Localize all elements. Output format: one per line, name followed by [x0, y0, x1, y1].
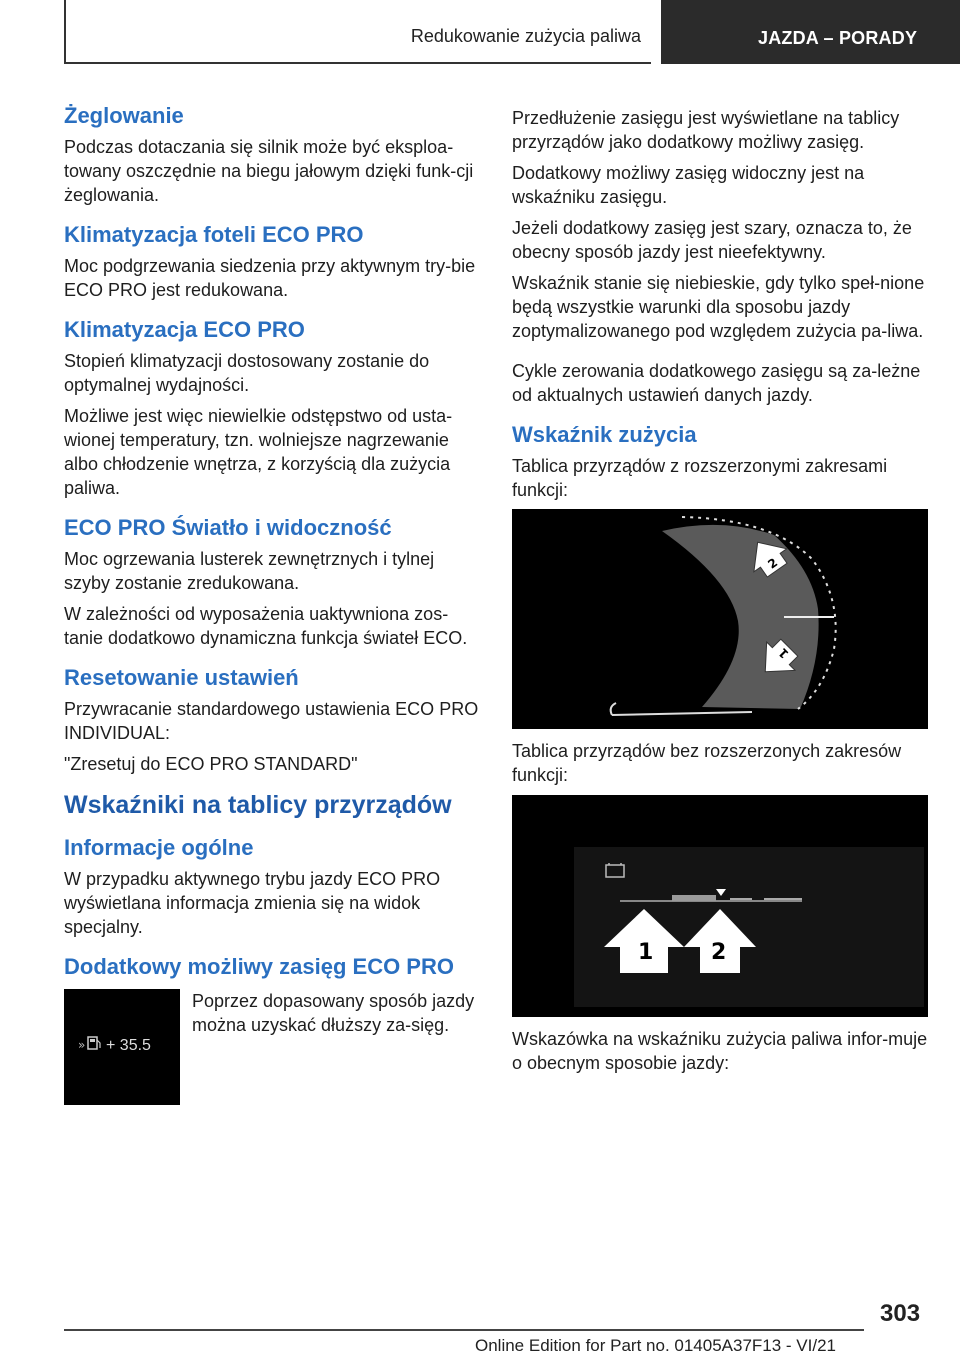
eco-range-row: [64, 989, 480, 1105]
footer-rule: [64, 1329, 864, 1331]
paragraph-right-3: Jeżeli dodatkowy zasięg jest szary, oznacza to, że obecny sposób jazdy jest nieefektywny.: [512, 218, 912, 262]
bar-arrow-label-2: 2: [711, 940, 727, 965]
paragraph-klimatyzacja-2: Możliwe jest więc niewielkie odstępstwo od usta-wionej temperatury, tzn. wolniejsze nagrzewanie albo chłodzenie wnętrza, z korzyścią dla zużycia paliwa.: [64, 406, 453, 498]
paragraph-zeglowanie: Podczas dotaczania się silnik może być eksploa-towany oszczędnie na biegu jałowym dzięki funk-cji żeglowania.: [64, 137, 474, 205]
paragraph-swiatlo-2: W zależności od wyposażenia uaktywniona zos-tanie dodatkowo dynamiczna funkcja świateł ECO.: [64, 604, 468, 648]
right-column: [512, 96, 928, 1082]
paragraph-right-4: Wskaźnik stanie się niebieskie, gdy tylko speł-nione będą wszystkie warunki dla sposobu jazdy zoptymalizowanego pod względem zużycia pa-liwa.: [512, 273, 925, 341]
paragraph-right-5: Cykle zerowania dodatkowego zasięgu są za-leżne od aktualnych ustawień danych jazdy.: [512, 361, 921, 405]
paragraph-informacje: W przypadku aktywnego trybu jazdy ECO PRO wyświetlana informacja zmienia się na widok specjalny.: [64, 869, 441, 937]
paragraph-dodatkowy: Poprzez dopasowany sposób jazdy można uzyskać dłuższy za-sięg.: [192, 991, 475, 1035]
header-bottom-rule: [64, 62, 651, 64]
bar-arrow-label-1: 1: [638, 940, 654, 965]
svg-text:»: »: [78, 1038, 86, 1052]
paragraph-right-7: Tablica przyrządów bez rozszerzonych zakresów funkcji:: [512, 741, 902, 785]
bar-gauge-image: [512, 795, 928, 1017]
heading-informacje-ogolne: Informacje ogólne: [64, 835, 254, 860]
header-rule: [64, 0, 66, 62]
heading-resetowanie: Resetowanie ustawień: [64, 665, 299, 690]
paragraph-right-1: Przedłużenie zasięgu jest wyświetlane na tablicy przyrządów jako dodatkowy możliwy zasięg.: [512, 108, 900, 152]
paragraph-reset-1: Przywracanie standardowego ustawienia ECO PRO INDIVIDUAL:: [64, 699, 479, 743]
paragraph-klimatyzacja-foteli: Moc podgrzewania siedzenia przy aktywnym try-bie ECO PRO jest redukowana.: [64, 256, 476, 300]
paragraph-swiatlo-1: Moc ogrzewania lusterek zewnętrznych i tylnej szyby zostanie zredukowana.: [64, 549, 435, 593]
page-number: 303: [880, 1300, 921, 1327]
heading-wskazniki: Wskaźniki na tablicy przyrządów: [64, 791, 452, 819]
gauge-image: [512, 509, 928, 729]
footer-edition: Online Edition for Part no. 01405A37F13 - VI/21: [475, 1336, 837, 1355]
heading-wskaznik-zuzycia: Wskaźnik zużycia: [512, 422, 697, 447]
gauge-illustration: [512, 509, 928, 729]
eco-range-image: [64, 989, 180, 1105]
eco-range-value: + 35.5: [106, 1037, 151, 1054]
gauge-arrow-label-1: 1: [775, 645, 792, 662]
header-section-title: Redukowanie zużycia paliwa: [410, 26, 641, 46]
left-column: [64, 96, 480, 1105]
paragraph-reset-2: "Zresetuj do ECO PRO STANDARD": [64, 754, 358, 774]
paragraph-right-6: Tablica przyrządów z rozszerzonymi zakresami funkcji:: [512, 456, 888, 500]
paragraph-klimatyzacja-1: Stopień klimatyzacji dostosowany zostanie do optymalnej wydajności.: [64, 351, 430, 395]
paragraph-right-2: Dodatkowy możliwy zasięg widoczny jest na wskaźniku zasięgu.: [512, 163, 865, 207]
paragraph-right-8: Wskazówka na wskaźniku zużycia paliwa infor-muje o obecnym sposobie jazdy:: [512, 1029, 928, 1073]
header-chapter-tab: JAZDA – PORADY: [661, 0, 960, 64]
heading-swiatlo: ECO PRO Światło i widoczność: [64, 515, 392, 540]
heading-zeglowanie: Żeglowanie: [64, 103, 184, 128]
gauge-arrow-label-2: 2: [765, 555, 781, 572]
heading-klimatyzacja-eco: Klimatyzacja ECO PRO: [64, 317, 305, 342]
heading-klimatyzacja-foteli: Klimatyzacja foteli ECO PRO: [64, 222, 364, 247]
bar-gauge-illustration: [512, 795, 928, 1017]
heading-dodatkowy-zasieg: Dodatkowy możliwy zasięg ECO PRO: [64, 954, 454, 979]
